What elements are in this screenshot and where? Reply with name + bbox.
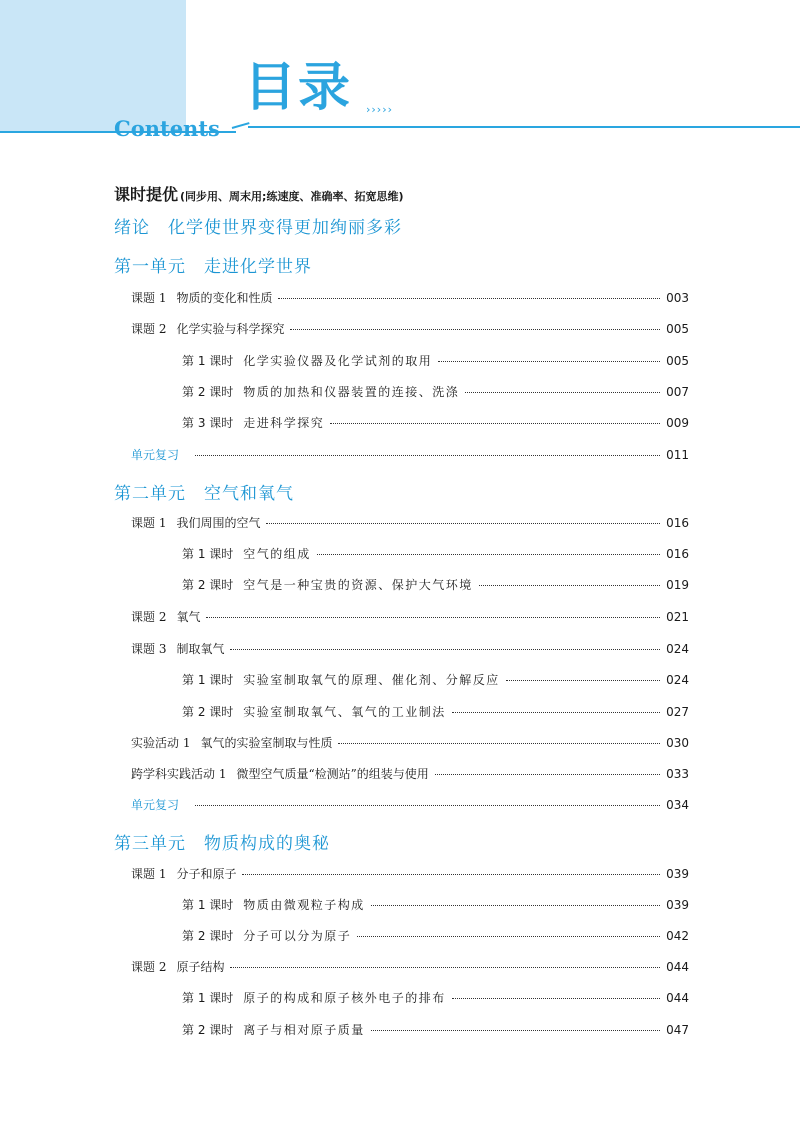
contents-label: Contents — [114, 116, 220, 141]
toc-entry[interactable] — [131, 796, 689, 814]
entry-code: 第 2 课时 — [182, 385, 234, 399]
header-rule-right — [248, 126, 800, 128]
entry-title: 物质由微观粒子构成 — [243, 898, 365, 912]
toc-entry[interactable] — [131, 446, 689, 464]
toc-entry[interactable] — [131, 765, 689, 783]
leader-dots — [371, 905, 660, 906]
toc-entry[interactable] — [182, 671, 689, 689]
toc-entry[interactable] — [182, 896, 689, 914]
entry-page: 003 — [666, 291, 689, 305]
entry-page: 024 — [666, 642, 689, 656]
title-arrows-icon: ››››› — [366, 103, 393, 116]
leader-dots — [452, 998, 660, 999]
entry-code: 实验活动 1 — [131, 736, 191, 750]
entry-code: 课题 3 — [131, 642, 167, 656]
leader-dots — [317, 554, 660, 555]
toc-entry[interactable] — [182, 352, 689, 370]
entry-title: 实验室制取氧气、氧气的工业制法 — [243, 705, 446, 719]
section-subtitle: (同步用、周末用;练速度、准确率、拓宽思维) — [180, 190, 404, 203]
leader-dots — [330, 423, 660, 424]
entry-title: 分子和原子 — [176, 867, 237, 881]
leader-dots — [479, 585, 660, 586]
entry-code: 第 2 课时 — [182, 705, 234, 719]
leader-dots — [506, 680, 660, 681]
leader-dots — [195, 455, 660, 456]
leader-dots — [230, 967, 660, 968]
leader-dots — [195, 805, 660, 806]
entry-title: 实验室制取氧气的原理、催化剂、分解反应 — [243, 673, 500, 687]
toc-entry[interactable] — [182, 414, 689, 432]
toc-entry[interactable] — [131, 640, 689, 658]
entry-page: 039 — [666, 898, 689, 912]
toc-entry[interactable] — [131, 865, 689, 883]
entry-page: 019 — [666, 578, 689, 592]
entry-page: 011 — [666, 448, 689, 462]
entry-code: 第 2 课时 — [182, 578, 234, 592]
toc-entry[interactable] — [182, 989, 689, 1007]
leader-dots — [230, 649, 660, 650]
intro-heading[interactable]: 绪论 化学使世界变得更加绚丽多彩 — [114, 218, 402, 238]
entry-code: 课题 1 — [131, 291, 167, 305]
entry-page: 005 — [666, 354, 689, 368]
entry-page: 044 — [666, 991, 689, 1005]
entry-title: 空气的组成 — [243, 547, 311, 561]
toc-entry[interactable] — [182, 927, 689, 945]
toc-entry[interactable] — [182, 545, 689, 563]
entry-code: 第 3 课时 — [182, 416, 234, 430]
entry-page: 030 — [666, 736, 689, 750]
toc-entry[interactable] — [131, 608, 689, 626]
toc-entry[interactable] — [131, 734, 689, 752]
leader-dots — [435, 774, 660, 775]
entry-page: 021 — [666, 610, 689, 624]
entry-code: 课题 1 — [131, 867, 167, 881]
entry-page: 016 — [666, 516, 689, 530]
entry-title: 制取氧气 — [176, 642, 225, 656]
entry-code: 第 1 课时 — [182, 991, 234, 1005]
entry-page: 005 — [666, 322, 689, 336]
entry-code: 单元复习 — [131, 448, 180, 462]
entry-code: 第 1 课时 — [182, 898, 234, 912]
entry-page: 016 — [666, 547, 689, 561]
entry-title: 氧气 — [176, 610, 201, 624]
section-title: 课时提优 — [114, 185, 179, 204]
toc-entry[interactable] — [182, 576, 689, 594]
unit-heading[interactable] — [114, 829, 330, 854]
entry-title: 微型空气质量“检测站”的组装与使用 — [236, 767, 429, 781]
unit-number: 第一单元 — [114, 257, 186, 277]
entry-page: 034 — [666, 798, 689, 812]
entry-title: 物质的变化和性质 — [176, 291, 273, 305]
toc-entry[interactable] — [182, 383, 689, 401]
entry-title: 原子的构成和原子核外电子的排布 — [243, 991, 446, 1005]
entry-title: 物质的加热和仪器装置的连接、洗涤 — [243, 385, 460, 399]
entry-code: 课题 1 — [131, 516, 167, 530]
entry-code: 第 2 课时 — [182, 929, 234, 943]
leader-dots — [206, 617, 660, 618]
entry-title: 化学实验仪器及化学试剂的取用 — [243, 354, 433, 368]
entry-page: 047 — [666, 1023, 689, 1037]
entry-title: 离子与相对原子质量 — [243, 1023, 365, 1037]
leader-dots — [438, 361, 660, 362]
entry-code: 第 1 课时 — [182, 354, 234, 368]
toc-entry[interactable] — [131, 958, 689, 976]
leader-dots — [266, 523, 660, 524]
leader-dots — [357, 936, 660, 937]
entry-title: 氧气的实验室制取与性质 — [200, 736, 333, 750]
leader-dots — [338, 743, 660, 744]
entry-page: 007 — [666, 385, 689, 399]
entry-page: 042 — [666, 929, 689, 943]
entry-page: 044 — [666, 960, 689, 974]
unit-title: 物质构成的奥秘 — [204, 834, 330, 854]
entry-code: 第 1 课时 — [182, 673, 234, 687]
entry-code: 第 1 课时 — [182, 547, 234, 561]
entry-code: 单元复习 — [131, 798, 180, 812]
unit-title: 走进化学世界 — [204, 257, 312, 277]
unit-heading[interactable] — [114, 479, 294, 504]
toc-entry[interactable] — [182, 1021, 689, 1039]
entry-code: 课题 2 — [131, 322, 167, 336]
toc-entry[interactable] — [131, 320, 689, 338]
header-rule-slant — [232, 122, 250, 129]
entry-code: 第 2 课时 — [182, 1023, 234, 1037]
unit-number: 第二单元 — [114, 484, 186, 504]
page-title: 目录 — [244, 58, 353, 118]
section-heading — [114, 182, 403, 205]
unit-heading[interactable] — [114, 252, 312, 277]
toc-entry[interactable] — [131, 289, 689, 307]
entry-code: 课题 2 — [131, 960, 167, 974]
leader-dots — [242, 874, 660, 875]
leader-dots — [465, 392, 660, 393]
unit-number: 第三单元 — [114, 834, 186, 854]
entry-title: 我们周围的空气 — [176, 516, 261, 530]
corner-decoration — [0, 0, 186, 131]
entry-page: 027 — [666, 705, 689, 719]
entry-title: 化学实验与科学探究 — [176, 322, 285, 336]
entry-code: 跨学科实践活动 1 — [131, 767, 227, 781]
leader-dots — [278, 298, 660, 299]
leader-dots — [452, 712, 660, 713]
leader-dots — [290, 329, 660, 330]
entry-page: 033 — [666, 767, 689, 781]
entry-title: 分子可以分为原子 — [243, 929, 352, 943]
leader-dots — [371, 1030, 660, 1031]
entry-page: 039 — [666, 867, 689, 881]
entry-page: 024 — [666, 673, 689, 687]
toc-entry[interactable] — [131, 514, 689, 532]
unit-title: 空气和氧气 — [204, 484, 294, 504]
entry-title: 原子结构 — [176, 960, 225, 974]
entry-code: 课题 2 — [131, 610, 167, 624]
toc-entry[interactable] — [182, 703, 689, 721]
entry-title: 空气是一种宝贵的资源、保护大气环境 — [243, 578, 473, 592]
entry-title: 走进科学探究 — [243, 416, 325, 430]
entry-page: 009 — [666, 416, 689, 430]
